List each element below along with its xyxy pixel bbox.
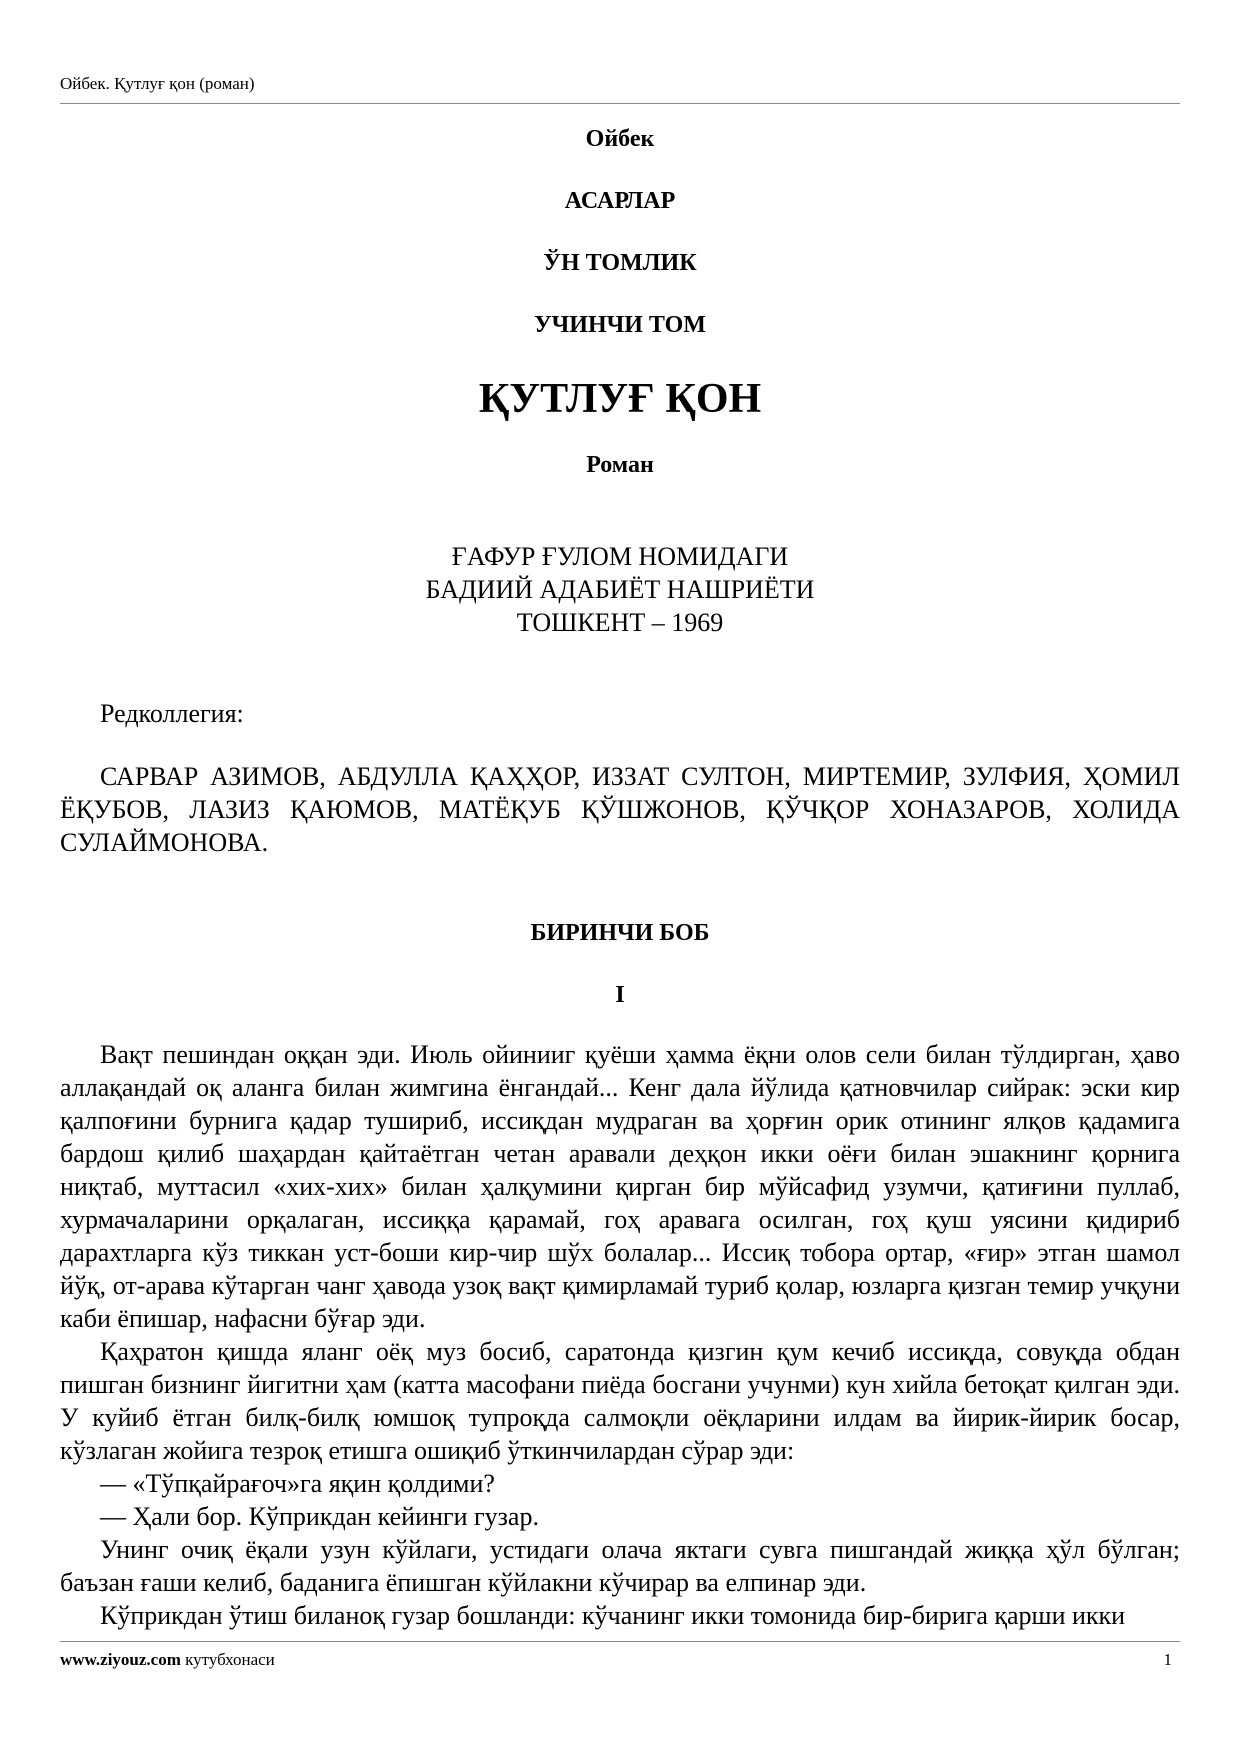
volume-number: УЧИНЧИ ТОМ [534,312,706,338]
editorial-board-label: Редколлегия: [100,699,244,728]
chapter-body [60,1038,1180,1632]
section-number: I [615,982,625,1008]
publisher-block [60,540,1180,639]
paragraph: Вақт пешиндан оққан эди. Июль ойинииг қуёши ҳамма ёқни олов сели билан тўлдирган, ҳаво аллақандай оқ аланга билан жимгина ёнгандай... Кенг дала йўлида қатновчилар сийрак: эски кир қалпоғини бурнига қадар тушириб, иссиқдан мудраган ва ҳорғин орик отининг ялқов қадамига бардош қилиб шаҳардан қайтаётган четан аравали деҳқон икки оёғи билан эшакнинг қорнига ниқтаб, муттасил «хих-хих» билан ҳалқумини қирган бир мўйсафид узумчи, қатиғини пуллаб, хурмачаларини орқалаган, иссиққа қарамай, гоҳ аравага осилган, гоҳ қуш уясини қидириб дарахтларга кўз тиккан уст-боши кир-чир шўх болалар... Иссиқ тобора ортар, «ғир» этган шамол йўқ, от-арава кўтарган чанг ҳавода узоқ вақт қимирламай туриб қолар, юзларга қизган темир учқуни каби ёпишар, нафасни бўғар эди. [60,1040,1180,1333]
publisher-line: ТОШКЕНТ – 1969 [516,608,724,637]
running-title: Ойбек. Қутлуғ қон (роман) [60,74,255,93]
page-number: 1 [1163,1650,1172,1669]
chapter-title: БИРИНЧИ БОБ [530,920,710,946]
book-genre: Роман [586,452,654,478]
paragraph: Қаҳратон қишда яланг оёқ муз босиб, саратонда қизгин қум кечиб иссиқда, совуқда обдан пишган бизнинг йигитни ҳам (катта масофани пиёда босгани учунми) кун хийла бетоқат қилган эди. У куйиб ётган билқ-билқ юмшоқ тупроқда салмоқли оёқларини илдам ва йирик-йирик босар, кўзлаган жойига тезроқ етишга ошиқиб ўткинчилардан сўрар эди: [60,1337,1180,1465]
paragraph: Кўприкдан ўтиш биланоқ гузар бошланди: кўчанинг икки томонида бир-бирига қарши икки [100,1601,1126,1630]
paragraph: — «Тўпқайрағоч»га яқин қолдими? [100,1469,495,1498]
editorial-board-names: САРВАР АЗИМОВ, АБДУЛЛА ҚАҲҲОР, ИЗЗАТ СУЛТОН, МИРТЕМИР, ЗУЛФИЯ, ҲОМИЛ ЁҚУБОВ, ЛАЗИЗ ҚАЮМОВ, МАТЁҚУБ ҚЎШЖОНОВ, ҚЎЧҚОР ХОНАЗАРОВ, ХОЛИДА СУЛАЙМОНОВА. [60,762,1180,857]
footer-site-link[interactable]: www.ziyouz.com [60,1650,181,1669]
author-name: Ойбек [585,126,655,152]
paragraph: — Ҳали бор. Кўприкдан кейинги гузар. [100,1502,539,1531]
publisher-line: БАДИИЙ АДАБИЁТ НАШРИЁТИ [425,575,815,604]
publisher-line: ҒАФУР ҒУЛОМ НОМИДАГИ [451,542,789,571]
footer-library-text: кутубхонаси [185,1650,275,1669]
works-title: АСАРЛАР [564,188,676,214]
running-header [60,74,1180,104]
page-footer [60,1641,1180,1671]
paragraph: Унинг очиқ ёқали узун кўйлаги, устидаги олача яктаги сувга пишгандай жиққа ҳўл бўлган; баъзан ғаши келиб, баданига ёпишган кўйлакни кўчирар ва елпинар эди. [60,1535,1180,1597]
book-title: ҚУТЛУҒ ҚОН [478,376,762,422]
volumes-count: ЎН ТОМЛИК [543,250,697,276]
